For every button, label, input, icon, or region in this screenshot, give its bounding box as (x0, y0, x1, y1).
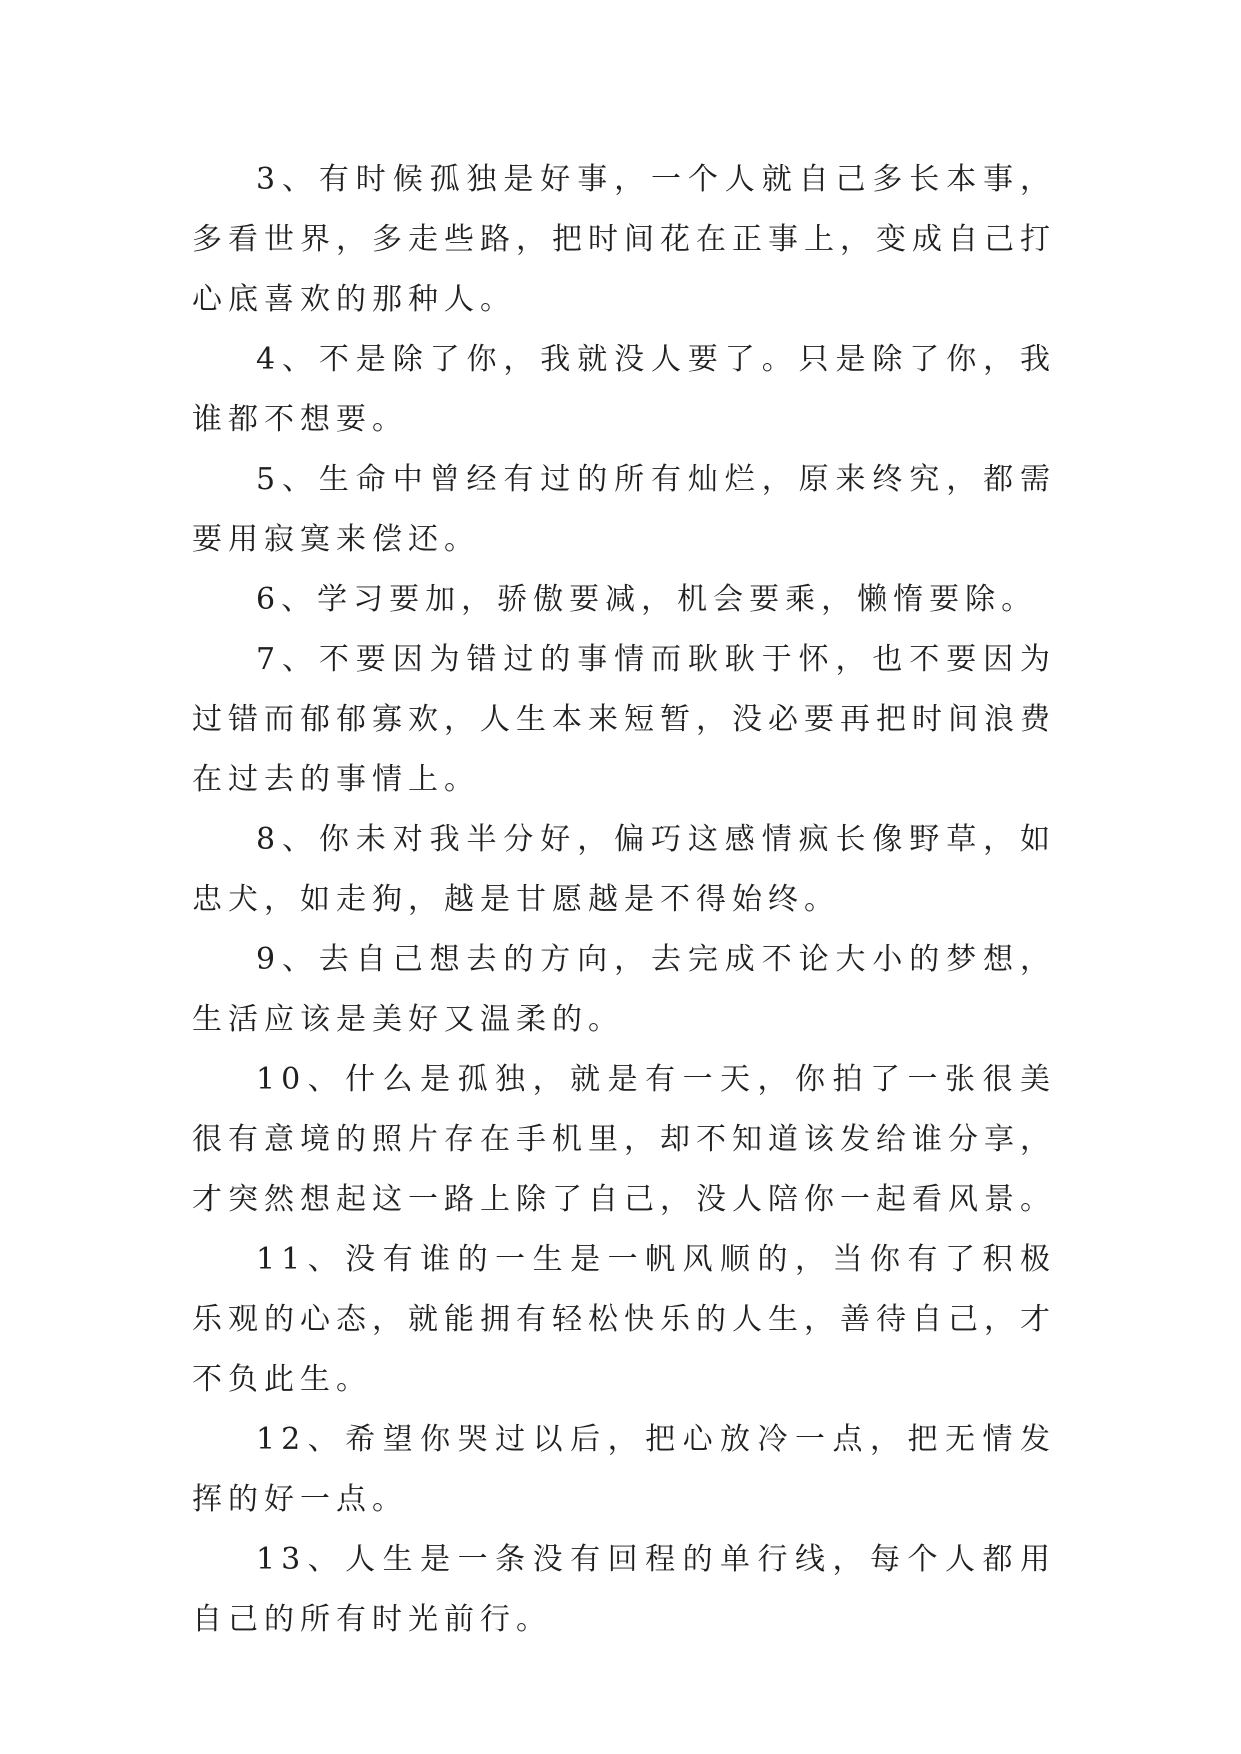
paragraph-9: 9、去自己想去的方向，去完成不论大小的梦想，生活应该是美好又温柔的。 (192, 942, 1056, 1037)
paragraph-5: 5、生命中曾经有过的所有灿烂，原来终究，都需要用寂寞来偿还。 (192, 462, 1056, 557)
paragraph-6: 6、学习要加，骄傲要减，机会要乘，懒惰要除。 (256, 582, 1038, 617)
paragraph-10: 10、什么是孤独，就是有一天，你拍了一张很美很有意境的照片存在手机里，却不知道该发给谁分享，才突然想起这一路上除了自己，没人陪你一起看风景。 (192, 1062, 1056, 1217)
paragraph-7: 7、不要因为错过的事情而耿耿于怀，也不要因为过错而郁郁寡欢，人生本来短暂，没必要再把时间浪费在过去的事情上。 (192, 642, 1056, 797)
paragraph-4: 4、不是除了你，我就没人要了。只是除了你，我谁都不想要。 (192, 342, 1056, 437)
paragraph-12: 12、希望你哭过以后，把心放冷一点，把无情发挥的好一点。 (192, 1422, 1056, 1517)
document-page (192, 150, 1056, 1650)
paragraph-11: 11、没有谁的一生是一帆风顺的，当你有了积极乐观的心态，就能拥有轻松快乐的人生，善待自己，才不负此生。 (192, 1242, 1056, 1397)
paragraph-13: 13、人生是一条没有回程的单行线，每个人都用自己的所有时光前行。 (192, 1542, 1056, 1637)
paragraph-3: 3、有时候孤独是好事，一个人就自己多长本事，多看世界，多走些路，把时间花在正事上，变成自己打心底喜欢的那种人。 (192, 162, 1056, 317)
paragraph-8: 8、你未对我半分好，偏巧这感情疯长像野草，如忠犬，如走狗，越是甘愿越是不得始终。 (192, 822, 1056, 917)
